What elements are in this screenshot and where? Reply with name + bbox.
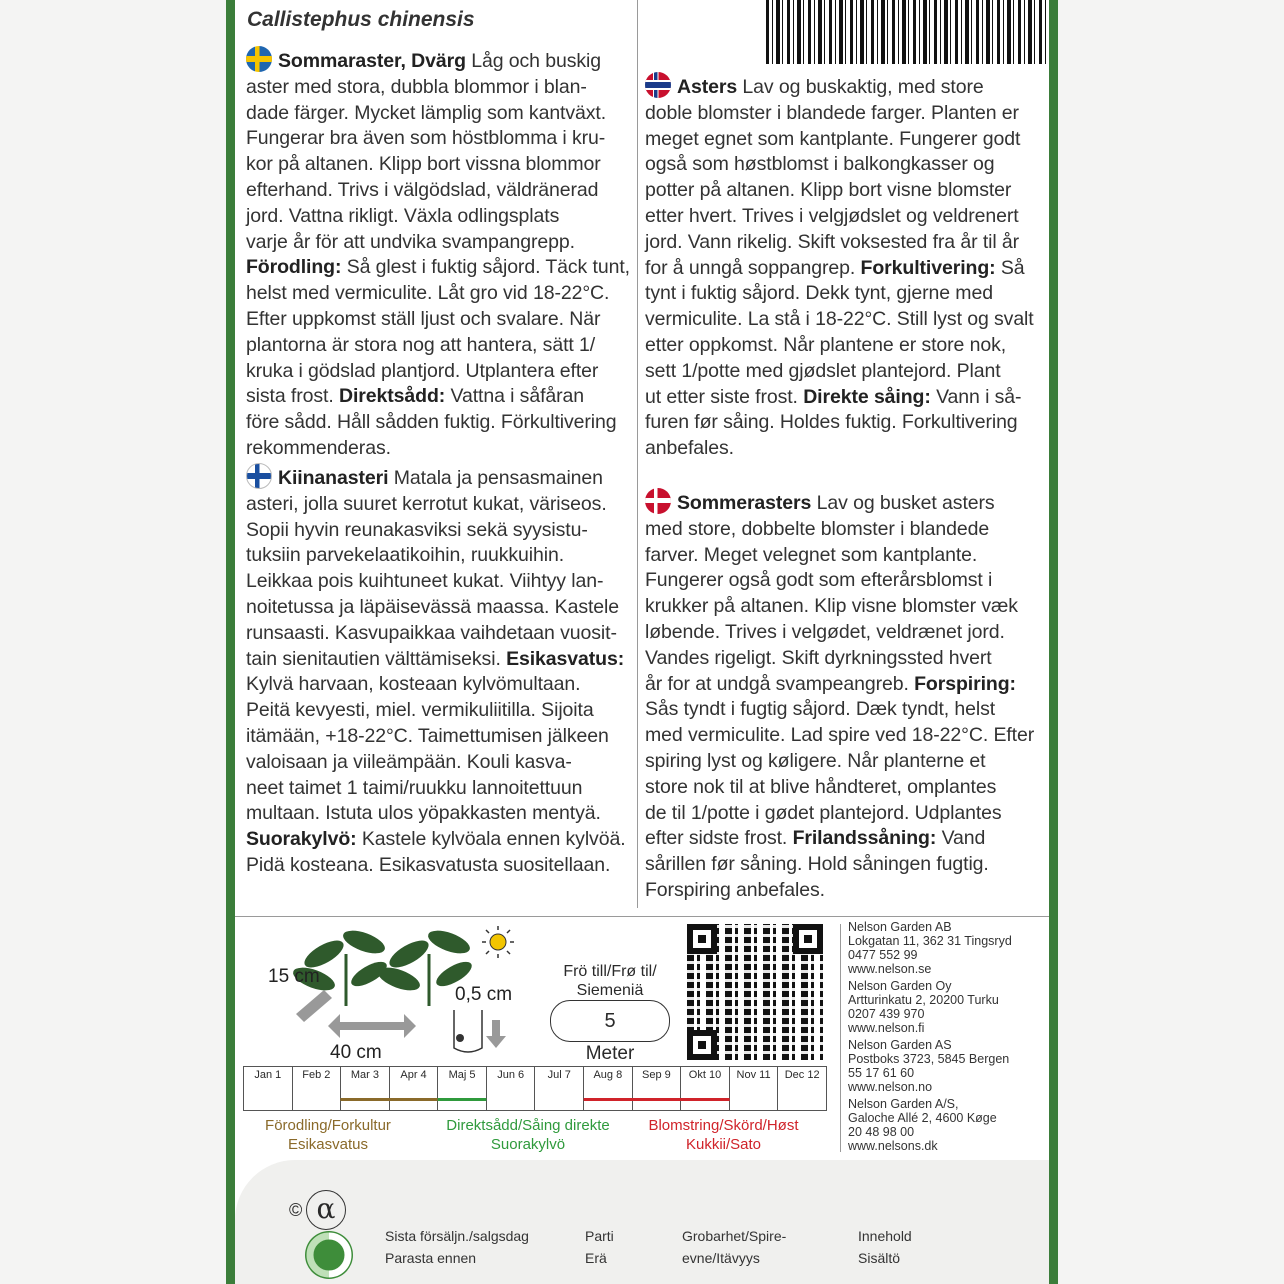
legend-line: Direktsådd/Såing direkte [446, 1117, 610, 1134]
company-address [848, 1038, 1009, 1094]
plant-spacing-label: 40 cm [330, 1042, 382, 1063]
calendar-bar-direktsadd [438, 1098, 487, 1101]
calendar-month: Aug 8 [584, 1067, 633, 1110]
finnish-text: Kiinanasteri Matala ja pensasmainen asteri, jolla suuret kerrotut kukat, väriseos. Sopii hyvin reunakasviksi sekä syysistu- tuksiin parvekelaatikoihin, ruukkuihin. Leikkaa pois kuihtuneet kukat. Viihtyy lan- noitetussa ja läpäisevässä maassa. Kastele runsaasti. Kasvupaikkaa vaihdetaan vuosit- tain sienitautien välttämiseksi. Esikasvatus: Kylvä harvaan, kosteaan kylvömultaan. Peitä kevyesti, miel. vermikuliitilla. Sijoita itämään, +18-22°C. Taimettumisen jälkeen valoisaan ja viileämpään. Kouli kasva- neet taimet 1 taimi/ruukku lannoitettuun multaan. Istuta ulos yöpakkasten mentyä. Suorakylvö: Kastele kylvöala ennen kylvöä. Pidä kosteana. Esikasvatusta suositellaan. [246, 467, 626, 876]
qr-finder [687, 1030, 717, 1060]
alpha-logo [306, 1190, 346, 1230]
address-web[interactable]: www.nelson.se [848, 962, 932, 976]
section-divider [235, 916, 1049, 917]
seed-amount-label: Frö till/Frø til/ Siemeniä [563, 963, 657, 999]
legend-item [428, 1116, 628, 1154]
footer-panel [235, 1160, 1049, 1284]
address-phone: 55 17 61 60 [848, 1066, 915, 1080]
swedish-text: Sommaraster, Dvärg Låg och buskig aster med stora, dubbla blommor i blan- dade färger. Mycket lämplig som kantväxt. Fungerar bra även som höstblomma i kru- kor på altanen. Klipp bort vissna blommor efterhand. Trivs i välgödslad, väldränerad jord. Vattna rikligt. Växla odlingsplats varje år för att undvika svampangrepp. Förodling: Så glest i fuktig såjord. Täck tunt, helst med vermiculite. Låt gro vid 18-22°C. Efter uppkomst ställ ljust och svalare. När plantorna är stora nog att hantera, sätt 1/ kruka i gödslad plantjord. Utplantera efter sista frost. Direktsådd: Vattna i såfåran före sådd. Håll sådden fuktig. Förkultivering rekommenderas. [246, 50, 630, 459]
lot-label: Parti Erä [585, 1228, 614, 1266]
finnish-description [246, 463, 638, 879]
seed-amount-box [550, 1000, 670, 1042]
green-dot-recycling-icon [304, 1230, 354, 1280]
legend-line: Suorakylvö [490, 1136, 566, 1153]
legend-line: Förodling/Forkultur [265, 1117, 391, 1134]
alpha-logo-glyph: α [316, 1192, 336, 1225]
calendar-bar-blomstring [584, 1098, 730, 1101]
contents-label: Innehold Sisältö [858, 1228, 912, 1266]
copyright-mark: © [289, 1200, 303, 1220]
norway-flag-icon [645, 72, 671, 98]
calendar-month: Mar 3 [341, 1067, 390, 1110]
address-web[interactable]: www.nelson.no [848, 1080, 933, 1094]
legend-item [631, 1116, 816, 1154]
seed-amount-value: 5 [604, 1010, 616, 1032]
address-street: Lokgatan 11, 362 31 Tingsryd [848, 934, 1012, 948]
seed-unit-label: Meter [585, 1043, 635, 1064]
address-street: Postboks 3723, 5845 Bergen [848, 1052, 1010, 1066]
calendar-month: Okt 10 [681, 1067, 730, 1110]
address-web[interactable]: www.nelsons.dk [848, 1139, 938, 1153]
calendar-month: Dec 12 [784, 1069, 820, 1081]
depth-label: 0,5 cm [455, 984, 513, 1005]
address-phone: 0207 439 970 [848, 1007, 925, 1021]
address-name: Nelson Garden Oy [848, 979, 952, 993]
legend-line: Blomstring/Skörd/Høst [648, 1117, 799, 1134]
company-address [848, 979, 999, 1035]
address-web[interactable]: www.nelson.fi [848, 1021, 925, 1035]
legend-line: Kukkii/Sato [685, 1136, 762, 1153]
address-name: Nelson Garden AS [848, 1038, 952, 1052]
latin-name: Callistephus chinensis [247, 8, 475, 31]
company-address [848, 1097, 997, 1153]
calendar-bars [243, 1066, 827, 1111]
danish-text: Sommerasters Lav og busket asters med store, dobbelte blomster i blandede farver. Meget velegnet som kantplante. Fungerer også godt som efterårsblomst i krukker på altanen. Klip visne blomster væk løbende. Trives i velgødet, veldrænet jord. Vandes rigeligt. Skift dyrkningssted hvert år for at undgå svampeangreb. Forspiring: Sås tyndt i fugtig såjord. Dæk tyndt, helst med vermiculite. Lad spire ved 18-22°C. Efter spiring lyst og køligere. Når planterne et store nok til at blive håndteret, omplantes de til 1/potte i gødet plantejord. Udplantes efter sidste frost. Frilandssåning: Vand sårillen før såning. Hold såningen fugtig. Forspiring anbefales. [645, 492, 1035, 901]
address-name: Nelson Garden AB [848, 920, 952, 934]
finland-flag-icon [246, 463, 272, 489]
calendar-month: Apr 4 [390, 1067, 439, 1110]
danish-description [645, 488, 1040, 904]
calendar-month: Maj 5 [438, 1067, 487, 1110]
address-divider [840, 924, 841, 1152]
qr-finder [793, 924, 823, 954]
address-street: Artturinkatu 2, 20200 Turku [848, 993, 999, 1007]
norwegian-description [645, 72, 1040, 462]
address-phone: 20 48 98 00 [848, 1125, 915, 1139]
row-spacing-label: 15 cm [268, 966, 320, 987]
last-sale-date-label: Sista försäljn./salgsdag Parasta ennen [385, 1228, 529, 1266]
sweden-flag-icon [246, 46, 272, 72]
sun-icon [478, 924, 518, 964]
calendar-month: Sep 9 [633, 1067, 682, 1110]
calendar-month: Nov 11 [730, 1067, 779, 1110]
qr-finder [687, 924, 717, 954]
denmark-flag-icon [645, 488, 671, 514]
address-name: Nelson Garden A/S, [848, 1097, 959, 1111]
calendar-bar-forodling [340, 1098, 437, 1101]
company-address [848, 920, 1012, 976]
germination-label: Grobarhet/Spire- evne/Itävyys [682, 1228, 787, 1266]
calendar-month: Jul 7 [535, 1067, 584, 1110]
address-street: Galoche Allé 2, 4600 Køge [848, 1111, 997, 1125]
calendar-month: Jun 6 [487, 1067, 536, 1110]
barcode [766, 0, 1048, 64]
qr-code[interactable] [687, 924, 823, 1060]
address-phone: 0477 552 99 [848, 948, 918, 962]
legend-item [243, 1116, 413, 1154]
calendar-month: Jan 1 [244, 1067, 293, 1110]
norwegian-text: Asters Lav og buskaktig, med store doble blomster i blandede farger. Planten er meget egnet som kantplante. Fungerer godt også som høstblomst i balkongkasser og potter på altanen. Klipp bort visne blomster etter hvert. Trives i velgjødslet og veldrenert jord. Vann rikelig. Skift voksested fra år til år for å unngå soppangrep. Forkultivering: Så tynt i fuktig såjord. Dekk tynt, gjerne med vermiculite. La stå i 18-22°C. Still lyst og svalt etter oppkomst. Når plantene er store nok, sett 1/potte med gjødslet plantejord. Plant ut etter siste frost. Direkte såing: Vann i så- furen før såing. Holdes fuktig. Forkultivering anbefales. [645, 76, 1034, 460]
swedish-description [246, 46, 636, 462]
calendar-month: Feb 2 [293, 1067, 342, 1110]
legend-line: Esikasvatus [287, 1136, 369, 1153]
